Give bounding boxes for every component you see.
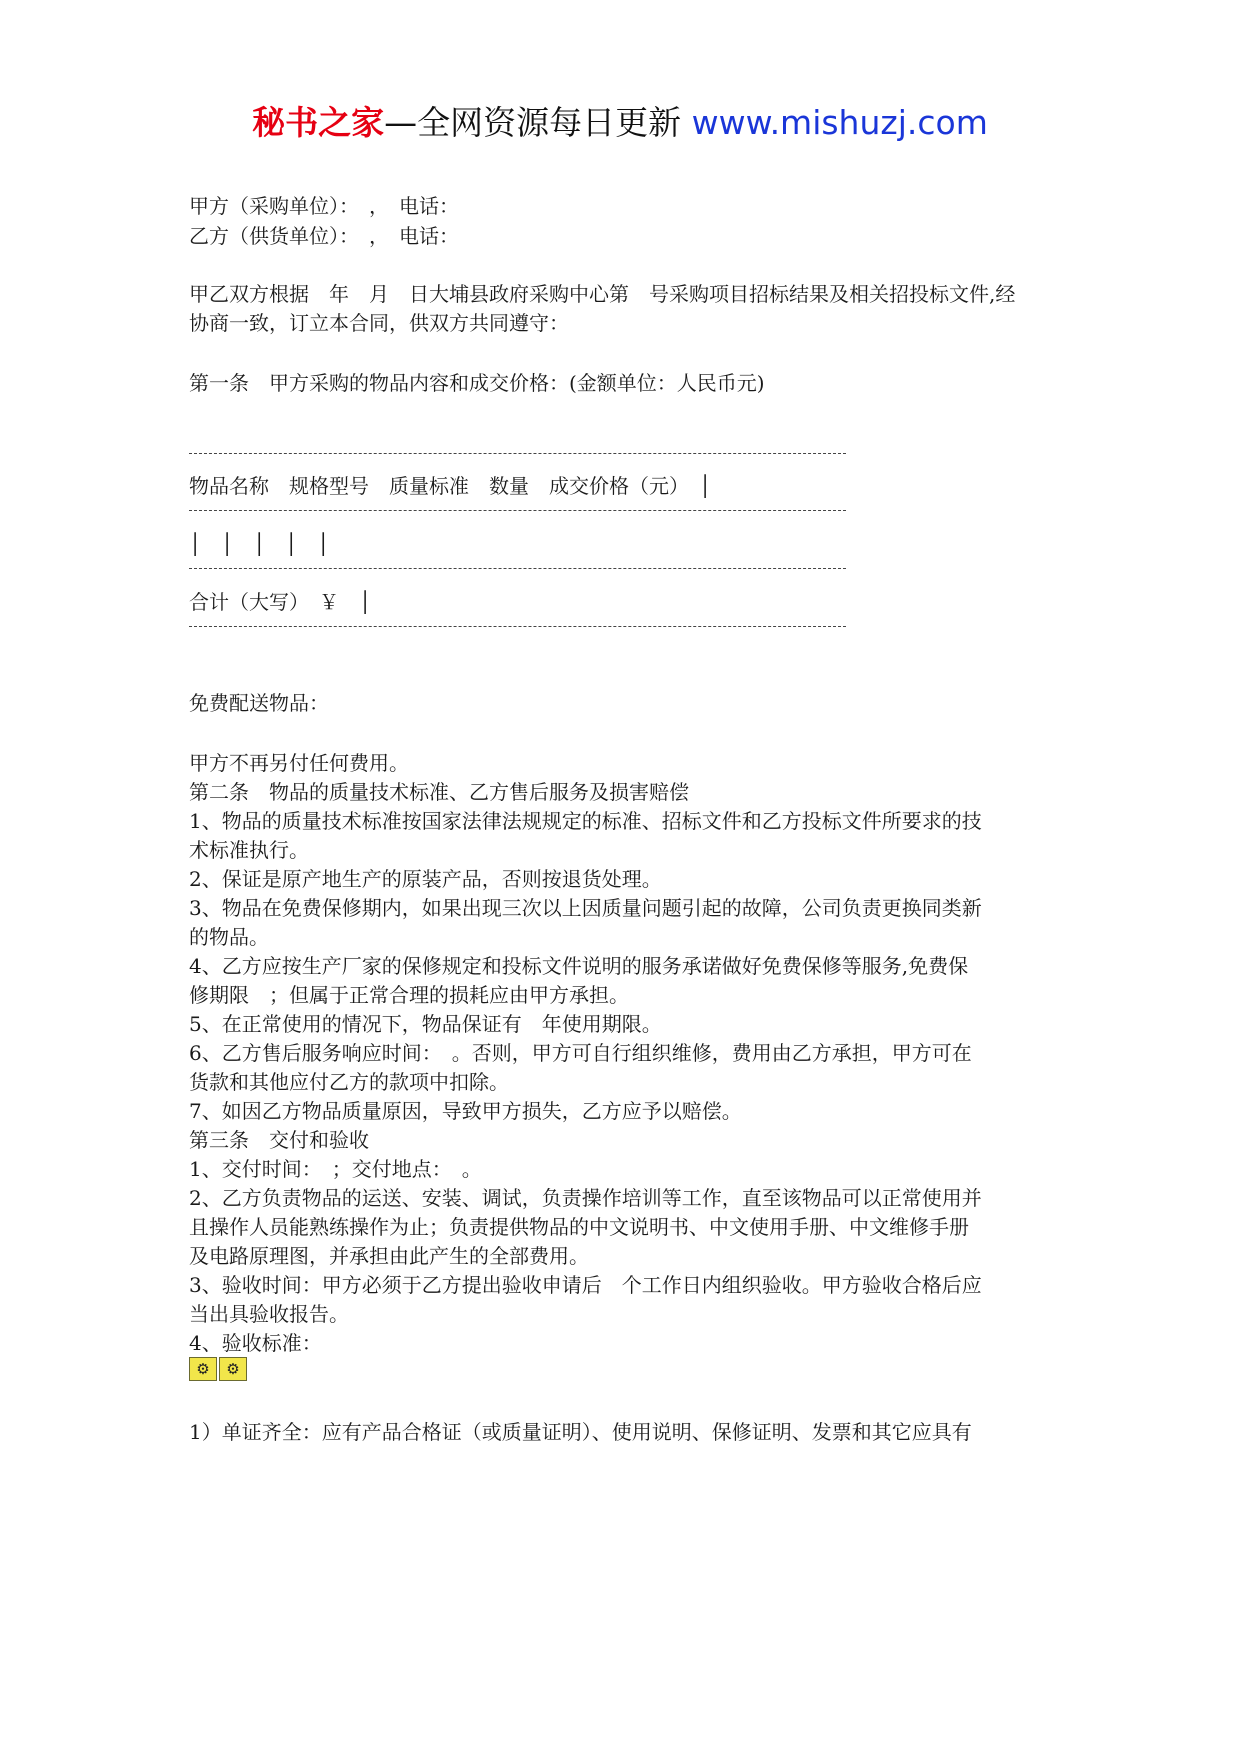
article-2-item-4-line-1: 4、乙方应按生产厂家的保修规定和投标文件说明的服务承诺做好免费保修等服务,免费保: [189, 954, 969, 978]
article-3-item-2-line-3: 及电路原理图，并承担由此产生的全部费用。: [189, 1244, 589, 1268]
table-divider: [189, 510, 846, 511]
article-2-item-1-line-2: 术标准执行。: [189, 838, 309, 862]
article-2-item-1-line-1: 1、物品的质量技术标准按国家法律法规规定的标准、招标文件和乙方投标文件所要求的技: [189, 809, 982, 833]
embedded-object-icon: ⚙: [189, 1357, 217, 1381]
article-1-title: 第一条 甲方采购的物品内容和成交价格：(金额单位：人民币元): [189, 371, 765, 395]
intro-paragraph-line-2: 协商一致，订立本合同，供双方共同遵守：: [189, 311, 569, 335]
article-3-item-3-line-2: 当出具验收报告。: [189, 1302, 349, 1326]
table-divider: [189, 453, 846, 454]
party-a-line: 甲方（采购单位）： ， 电话：: [189, 194, 459, 218]
site-banner: [0, 100, 1240, 146]
article-3-item-2-line-2: 且操作人员能熟练操作为止；负责提供物品的中文说明书、中文使用手册、中文维修手册: [189, 1215, 969, 1239]
article-2-title: 第二条 物品的质量技术标准、乙方售后服务及损害赔偿: [189, 780, 689, 804]
article-2-item-6-line-1: 6、乙方售后服务响应时间： 。否则，甲方可自行组织维修，费用由乙方承担，甲方可在: [189, 1041, 972, 1065]
article-3-item-1: 1、交付时间： ；交付地点： 。: [189, 1157, 482, 1181]
article-3-item-3-line-1: 3、验收时间：甲方必须于乙方提出验收申请后 个工作日内组织验收。甲方验收合格后应: [189, 1273, 982, 1297]
table-data-row: │ │ │ │ │: [189, 532, 330, 556]
table-divider: [189, 626, 846, 627]
embedded-object-icons: [189, 1357, 247, 1381]
brand-name: 秘书之家: [252, 103, 385, 142]
article-2-item-5: 5、在正常使用的情况下，物品保证有 年使用期限。: [189, 1012, 662, 1036]
article-2-item-7: 7、如因乙方物品质量原因，导致甲方损失，乙方应予以赔偿。: [189, 1099, 742, 1123]
website-link[interactable]: www.mishuzj.com: [691, 103, 988, 142]
table-header-row: 物品名称 规格型号 质量标准 数量 成交价格（元） │: [189, 474, 712, 498]
article-2-item-4-line-2: 修期限 ；但属于正常合理的损耗应由甲方承担。: [189, 983, 629, 1007]
article-2-item-2: 2、保证是原产地生产的原装产品，否则按退货处理。: [189, 867, 662, 891]
article-3-item-4-sub-1: 1）单证齐全：应有产品合格证（或质量证明）、使用说明、保修证明、发票和其它应具有: [189, 1420, 972, 1444]
article-2-item-3-line-2: 的物品。: [189, 925, 269, 949]
article-2-item-3-line-1: 3、物品在免费保修期内，如果出现三次以上因质量问题引起的故障，公司负责更换同类新: [189, 896, 982, 920]
table-divider: [189, 568, 846, 569]
intro-paragraph-line-1: 甲乙双方根据 年 月 日大埔县政府采购中心第 号采购项目招标结果及相关招投标文件,经: [189, 282, 1016, 306]
banner-slogan: —全网资源每日更新: [384, 103, 682, 142]
no-fee-line: 甲方不再另付任何费用。: [189, 751, 409, 775]
article-3-item-2-line-1: 2、乙方负责物品的运送、安装、调试，负责操作培训等工作，直至该物品可以正常使用并: [189, 1186, 982, 1210]
free-delivery-line: 免费配送物品：: [189, 691, 329, 715]
article-2-item-6-line-2: 货款和其他应付乙方的款项中扣除。: [189, 1070, 509, 1094]
table-total-row: 合计（大写） ￥ │: [189, 590, 372, 614]
article-3-item-4: 4、验收标准：: [189, 1331, 322, 1355]
party-b-line: 乙方（供货单位）： ， 电话：: [189, 224, 459, 248]
embedded-object-icon: ⚙: [219, 1357, 247, 1381]
article-3-title: 第三条 交付和验收: [189, 1128, 369, 1152]
